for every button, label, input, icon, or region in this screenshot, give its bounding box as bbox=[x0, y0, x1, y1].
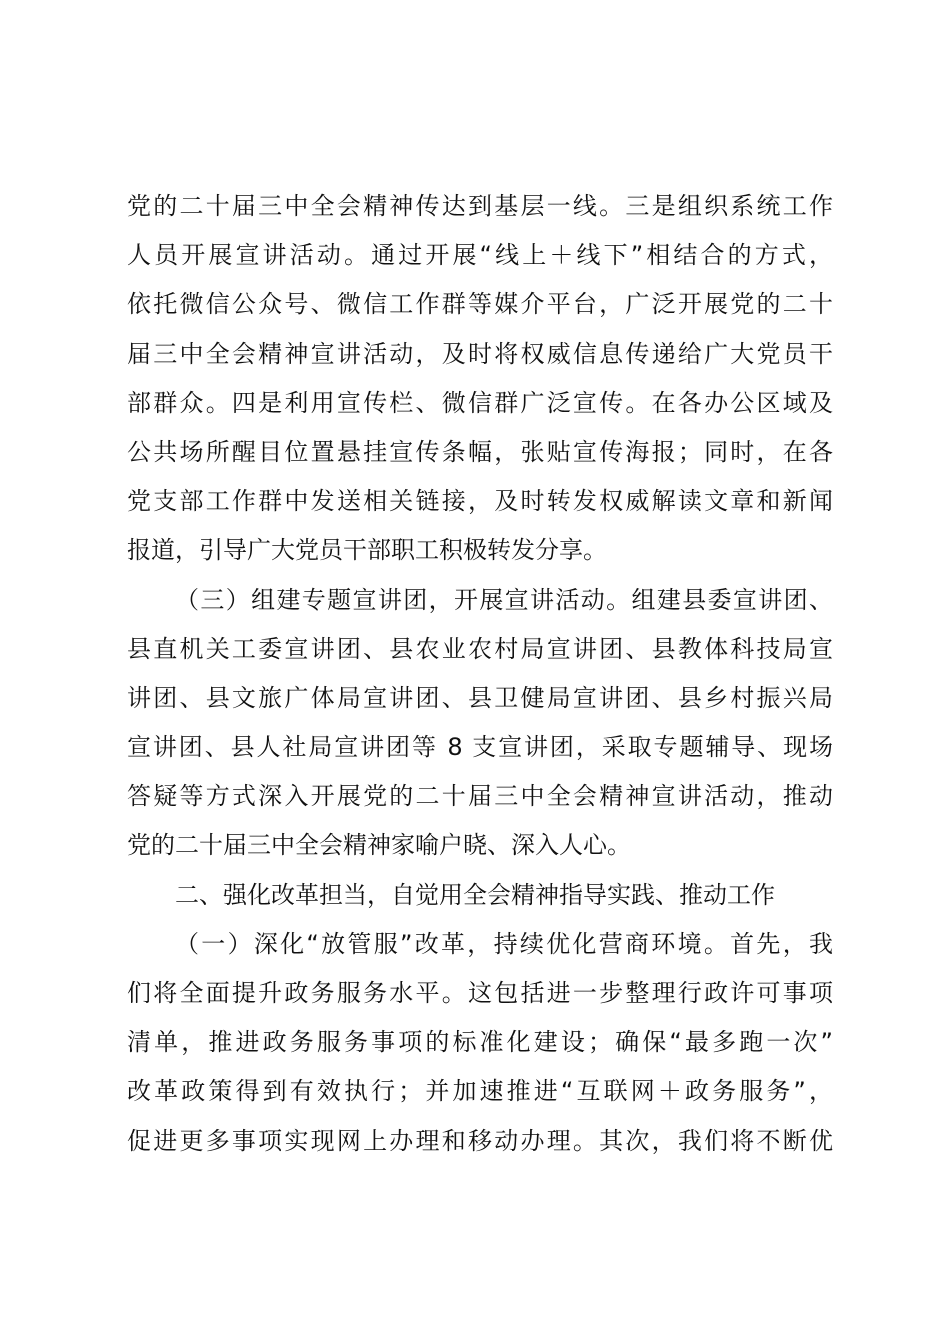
text-line: 们将全面提升政务服务水平。这包括进一步整理行政许可事项 bbox=[127, 979, 833, 1007]
text-line: 届三中全会精神宣讲活动，及时将权威信息传递给广大党员干 bbox=[127, 339, 833, 368]
text-line: 党支部工作群中发送相关链接，及时转发权威解读文章和新闻 bbox=[127, 487, 833, 516]
text-line: 县直机关工委宣讲团、县农业农村局宣讲团、县教体科技局宣 bbox=[127, 634, 833, 663]
text-line: 党的二十届三中全会精神传达到基层一线。三是组织系统工作 bbox=[127, 192, 833, 220]
text-line: 公共场所醒目位置悬挂宣传条幅，张贴宣传海报；同时，在各 bbox=[127, 437, 833, 466]
text-line: 促进更多事项实现网上办理和移动办理。其次，我们将不断优 bbox=[127, 1126, 833, 1155]
text-line: 党的二十届三中全会精神家喻户晓、深入人心。 bbox=[127, 831, 631, 860]
text-line: 人员开展宣讲活动。通过开展“线上＋线下”相结合的方式， bbox=[127, 241, 833, 270]
text-line: 部群众。四是利用宣传栏、微信群广泛宣传。在各办公区域及 bbox=[127, 388, 833, 417]
text-line: 依托微信公众号、微信工作群等媒介平台，广泛开展党的二十 bbox=[127, 290, 833, 319]
chapter-heading: 二、强化改革担当，自觉用全会精神指导实践、推动工作 bbox=[175, 880, 775, 909]
text-line: 改革政策得到有效执行；并加速推进“互联网＋政务服务”， bbox=[127, 1077, 833, 1106]
text-line: 报道，引导广大党员干部职工积极转发分享。 bbox=[127, 536, 607, 565]
text-line: 讲团、县文旅广体局宣讲团、县卫健局宣讲团、县乡村振兴局 bbox=[127, 683, 833, 712]
document-body bbox=[127, 182, 833, 1166]
text-line: 答疑等方式深入开展党的二十届三中全会精神宣讲活动，推动 bbox=[127, 782, 833, 811]
text-line: 清单，推进政务服务事项的标准化建设；确保“最多跑一次” bbox=[127, 1028, 833, 1057]
section-heading-line: （一）深化“放管服”改革，持续优化营商环境。首先，我 bbox=[175, 929, 833, 958]
section-heading-line: （三）组建专题宣讲团，开展宣讲活动。组建县委宣讲团、 bbox=[175, 585, 833, 614]
text-line: 宣讲团、县人社局宣讲团等 8 支宣讲团，采取专题辅导、现场 bbox=[127, 733, 833, 762]
